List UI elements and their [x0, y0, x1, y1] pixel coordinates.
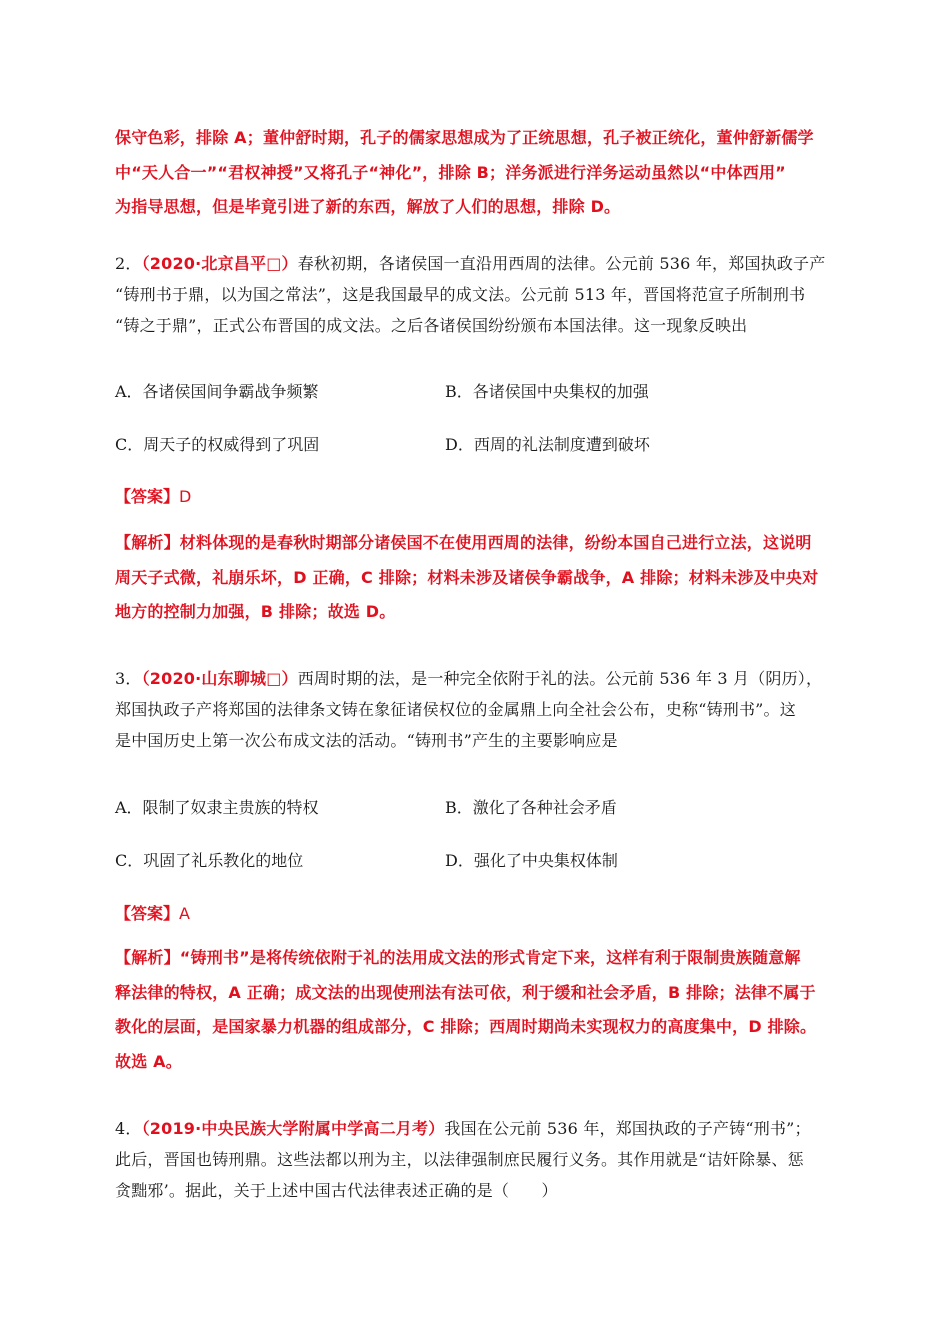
analysis-line: 【解析】材料体现的是春秋时期部分诸侯国不在使用西周的法律，纷纷本国自己进行立法，这说明	[115, 533, 812, 552]
option-b: B．激化了各种社会矛盾	[445, 798, 617, 817]
intro-explanation	[115, 121, 814, 225]
option-c: C．巩固了礼乐教化的地位	[115, 851, 304, 870]
stem-line: “铸之于鼎”，正式公布晋国的成文法。之后各诸侯国纷纷颁布本国法律。这一现象反映出	[115, 316, 748, 335]
stem-line: 贪黜邪’。据此，关于上述中国古代法律表述正确的是（ ）	[115, 1181, 558, 1200]
options-row	[115, 796, 845, 820]
question-source: （2019·中央民族大学附属中学高二月考）	[141, 1119, 445, 1138]
option-a: A．限制了奴隶主贵族的特权	[115, 798, 319, 817]
options-row	[115, 433, 845, 457]
question-number: 2．	[115, 254, 142, 273]
stem-line: 我国在公元前 536 年，郑国执政的子产铸“刑书”；	[444, 1119, 811, 1138]
analysis-line: 周天子式微，礼崩乐坏，D 正确，C 排除；材料未涉及诸侯争霸战争，A 排除；材料未涉及中央对	[115, 567, 819, 587]
answer-label: 【答案】	[115, 487, 180, 506]
stem-line: 此后，晋国也铸刑鼎。这些法都以刑为主，以法律强制庶民履行义务。其作用就是“诘奸除暴、惩	[115, 1150, 804, 1169]
stem-line: 是中国历史上第一次公布成文法的活动。“铸刑书”产生的主要影响应是	[115, 731, 618, 750]
option-a: A．各诸侯国间争霸战争频繁	[115, 382, 319, 401]
answer	[115, 485, 191, 509]
question-number: 3．	[115, 669, 142, 688]
analysis-line: 【解析】“铸刑书”是将传统依附于礼的法用成文法的形式肯定下来，这样有利于限制贵族随意解	[115, 948, 801, 967]
question-stem	[115, 248, 850, 341]
question-number: 4．	[115, 1119, 142, 1138]
explanation-line: 为指导思想，但是毕竟引进了新的东西，解放了人们的思想，排除 D。	[115, 197, 621, 216]
answer-label: 【答案】	[115, 904, 180, 923]
question-4	[115, 1113, 850, 1206]
option-b: B．各诸侯国中央集权的加强	[445, 382, 649, 401]
stem-line: 郑国执政子产将郑国的法律条文铸在象征诸侯权位的金属鼎上向全社会公布，史称“铸刑书”。这	[115, 700, 796, 719]
analysis-line: 故选 A。	[115, 1051, 182, 1071]
analysis	[115, 941, 816, 1079]
stem-line: “铸刑书于鼎，以为国之常法”，这是我国最早的成文法。公元前 513 年，晋国将范宣子所制刑书	[115, 285, 806, 304]
question-source: （2020·山东聊城□）	[141, 669, 298, 688]
analysis	[115, 526, 818, 630]
question-source: （2020·北京昌平□）	[141, 254, 298, 273]
stem-line: 春秋初期，各诸侯国一直沿用西周的法律。公元前 536 年，郑国执政子产	[297, 254, 826, 273]
explanation-line: 中“天人合一”“君权神授”又将孔子“神化”，排除 B；洋务派进行洋务运动虽然以“中体西用”	[115, 162, 786, 182]
question-stem	[115, 663, 850, 756]
question-3	[115, 663, 850, 1071]
analysis-line: 释法律的特权，A 正确；成文法的出现使刑法有法可依，利于缓和社会矛盾，B 排除；法律不属于	[115, 982, 816, 1002]
options-row	[115, 849, 845, 873]
option-d: D．强化了中央集权体制	[445, 851, 618, 870]
analysis-line: 教化的层面，是国家暴力机器的组成部分，C 排除；西周时期尚未实现权力的高度集中，D 排除。	[115, 1017, 817, 1036]
analysis-line: 地方的控制力加强，B 排除；故选 D。	[115, 602, 396, 621]
question-2	[115, 248, 850, 621]
option-c: C．周天子的权威得到了巩固	[115, 435, 320, 454]
answer-value: D	[179, 487, 192, 506]
question-stem	[115, 1113, 850, 1206]
answer	[115, 902, 190, 926]
options-row	[115, 380, 845, 404]
stem-line: 西周时期的法，是一种完全依附于礼的法。公元前 536 年 3 月（阴历），	[297, 669, 823, 688]
answer-value: A	[179, 904, 190, 923]
option-d: D．西周的礼法制度遭到破坏	[445, 435, 650, 454]
explanation-line: 保守色彩，排除 A；董仲舒时期，孔子的儒家思想成为了正统思想，孔子被正统化，董仲舒新儒学	[115, 128, 814, 147]
